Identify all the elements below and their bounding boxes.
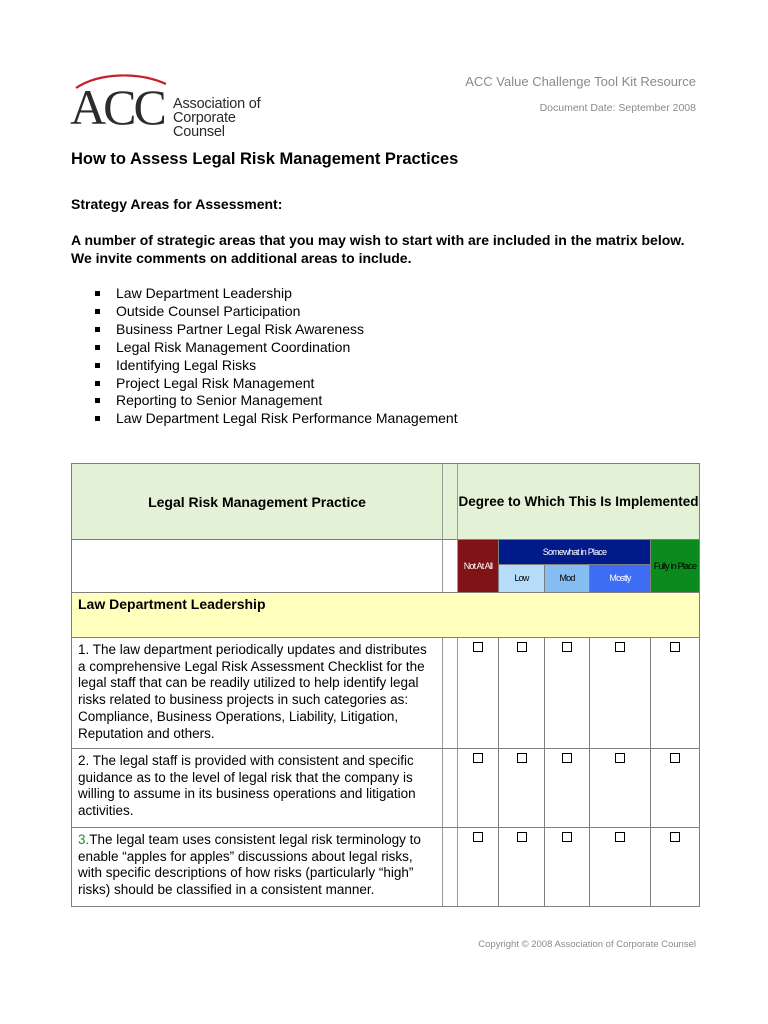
checkbox-mostly[interactable] [615,832,625,842]
checkbox-cell [590,749,651,827]
item-number: 2. [78,753,90,768]
list-item: Project Legal Risk Management [71,375,458,393]
item-text: The legal team uses consistent legal risk terminology to enable “apples for apples” discussions about legal risks, with specific descriptions of how risks (particularly “high” risks) should be classified in a consistent manner. [78,832,421,898]
list-item: Reporting to Senior Management [71,392,458,410]
logo-org-name [173,97,290,139]
section-title-row: Law Department Leadership [72,593,699,638]
strategy-areas-list [71,285,458,428]
checkbox-mod[interactable] [562,753,572,763]
copyright-footer: Copyright © 2008 Association of Corporate Counsel [478,939,696,950]
checkbox-cell [590,638,651,748]
checkbox-fully[interactable] [670,642,680,652]
item-text: The law department periodically updates and distributes a comprehensive Legal Risk Assessment Checklist for the legal staff that can be readily utilized to help identify legal risks related to business projects in such categories as: Compliance, Business Operations, Liability, Litigation, Reputation and others. [78,642,427,741]
acc-logo [70,74,290,140]
practice-column-header: Legal Risk Management Practice [72,464,443,540]
checkbox-low[interactable] [517,753,527,763]
checkbox-cell [651,749,699,827]
logo-name-line1: Association of [173,96,261,112]
practice-text [72,749,443,827]
item-number: 1. [78,642,90,657]
document-header-info [465,74,696,114]
level-not-at-all: Not At All [458,540,499,593]
checkbox-not-at-all[interactable] [473,832,483,842]
checkbox-low[interactable] [517,642,527,652]
row-spacer [443,828,458,906]
section-subhead: Strategy Areas for Assessment: [71,196,283,212]
checkbox-cell [590,828,651,906]
list-item: Law Department Leadership [71,285,458,303]
level-somewhat-in-place: Somewhat in Place [499,540,651,565]
level-mostly: Mostly [590,565,651,593]
checkbox-cell [499,749,545,827]
checkbox-mod[interactable] [562,832,572,842]
intro-paragraph: A number of strategic areas that you may wish to start with are included in the matrix below. We invite comments on additional areas to include. [71,232,685,266]
item-text: The legal staff is provided with consistent and specific guidance as to the level of legal risk that the company is willing to assume in its business operations and litigation activities. [78,753,416,819]
checkbox-cell [545,749,590,827]
page-title: How to Assess Legal Risk Management Practices [71,150,459,168]
list-item: Legal Risk Management Coordination [71,339,458,357]
checkbox-not-at-all[interactable] [473,642,483,652]
table-row [72,749,699,828]
level-row-blank [72,540,443,593]
practice-text [72,828,443,906]
row-spacer [443,749,458,827]
checkbox-not-at-all[interactable] [473,753,483,763]
level-row-spacer [443,540,458,593]
checkbox-mod[interactable] [562,642,572,652]
checkbox-cell [458,828,499,906]
checkbox-cell [458,638,499,748]
checkbox-cell [651,828,699,906]
table-row [72,828,699,906]
acc-logo-mark [70,74,170,130]
item-number: 3. [78,832,90,847]
degree-column-header: Degree to Which This Is Implemented [458,464,699,540]
checkbox-cell [499,638,545,748]
logo-letters: ACC [70,79,164,130]
resource-label: ACC Value Challenge Tool Kit Resource [465,74,696,89]
level-fully-in-place: Fully in Place [651,540,699,593]
list-item: Business Partner Legal Risk Awareness [71,321,458,339]
checkbox-cell [651,638,699,748]
checkbox-low[interactable] [517,832,527,842]
level-mod: Mod [545,565,590,593]
checkbox-mostly[interactable] [615,642,625,652]
checkbox-fully[interactable] [670,832,680,842]
header-spacer [443,464,458,540]
list-item: Identifying Legal Risks [71,357,458,375]
checkbox-mostly[interactable] [615,753,625,763]
logo-name-line2: Corporate Counsel [173,110,236,140]
row-spacer [443,638,458,748]
checkbox-cell [545,828,590,906]
document-date: Document Date: September 2008 [539,102,696,114]
checkbox-cell [545,638,590,748]
practice-text [72,638,443,748]
assessment-matrix [71,463,700,907]
checkbox-cell [458,749,499,827]
level-low: Low [499,565,545,593]
checkbox-cell [499,828,545,906]
checkbox-fully[interactable] [670,753,680,763]
table-row [72,638,699,749]
list-item: Law Department Legal Risk Performance Management [71,410,458,428]
list-item: Outside Counsel Participation [71,303,458,321]
